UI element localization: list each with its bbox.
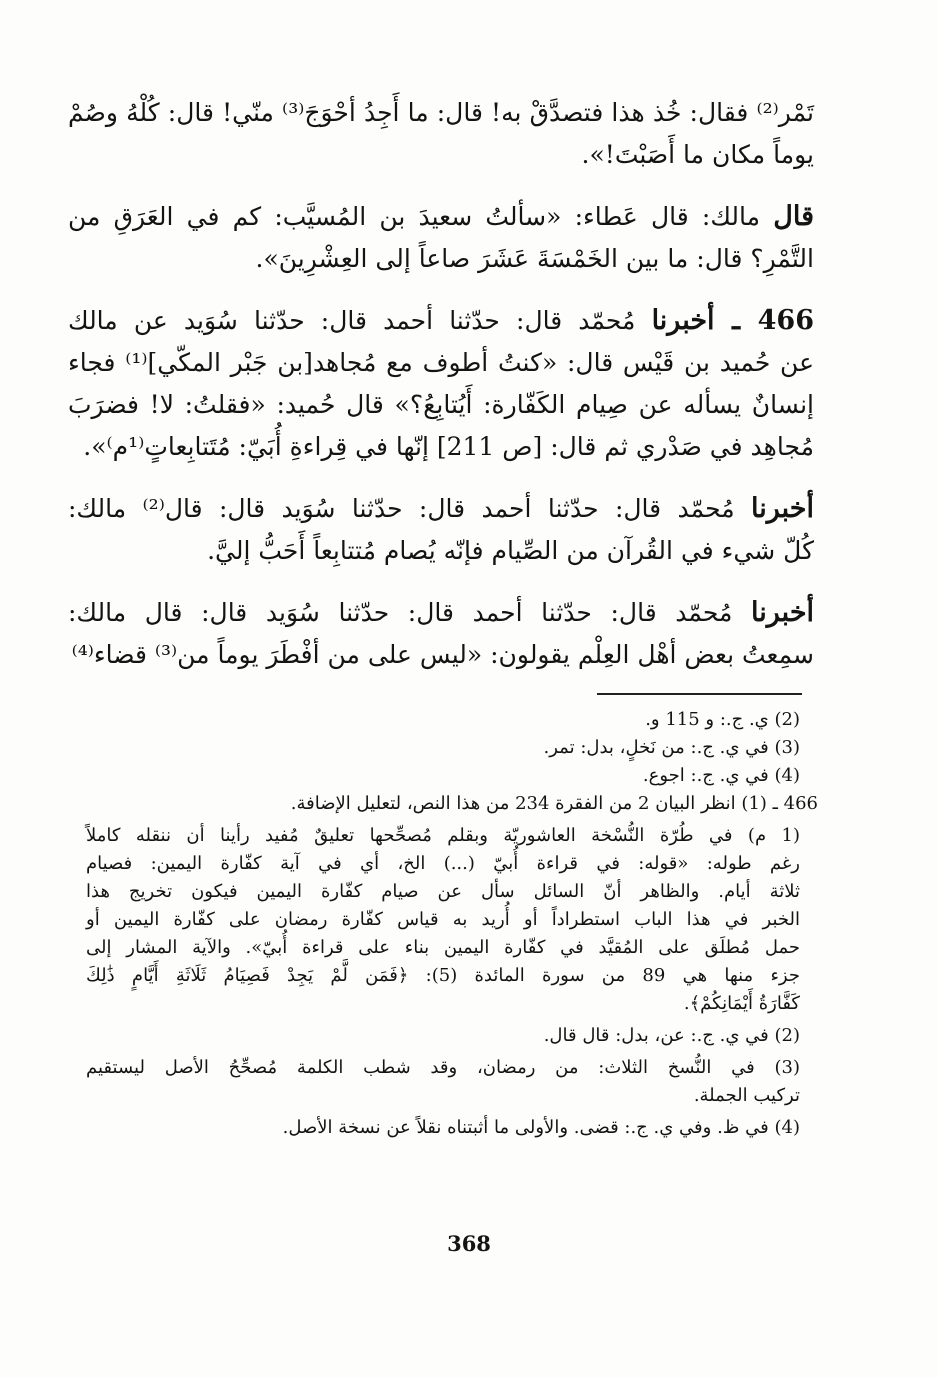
footnote-line: رغم طوله: «قوله: في قراءة أُبيّ (...) الخ، أي في آية كفّارة اليمين: فصيام: [86, 853, 800, 874]
text-line: مُجاهِد في صَدْري ثم قال: [ص 211] إنّها في قِراءةِ أُبَيّ: مُتَتابِعاتٍ⁽¹م⁾».: [83, 432, 814, 461]
footnote-line: حمل مُطلَق على المُقيَّد في كفّارة اليمين بناء على قراءة أُبيّ». والآية المشار إلى: [86, 937, 800, 958]
text-span: مُحمّد قال: حدّثنا أحمد قال: حدّثنا سُوَيد عن مالك: [68, 306, 636, 335]
footnote: (4) في ي. ج.: اجوع.: [642, 765, 800, 786]
paragraph-2: [68, 196, 814, 280]
footnote-line: الخبر في هذا الباب استطراداً أو أُريد به قياس كفّارة رمضان على كفّارة اليمين أو: [86, 909, 800, 930]
page-number: 368: [447, 1231, 491, 1256]
paragraph-lead: قال: [773, 201, 815, 232]
footnote-line: تركيب الجملة.: [693, 1085, 800, 1106]
footnote: (3) في ي. ج.: من نَخلٍ، بدل: تمر.: [543, 737, 800, 758]
text-line: [68, 592, 814, 634]
footnote: (2) في ي. ج.: عن، بدل: قال قال.: [543, 1025, 800, 1046]
text-line: تَمْر⁽²⁾ فقال: خُذ هذا فتصدَّقْ به! قال: ما أَجِدُ أحْوَجَ⁽³⁾ منّي! قال: كُلْهُ وصُمْ: [68, 98, 815, 127]
footnote-separator: [597, 693, 802, 695]
text-line: إنسانٌ يسأله عن صِيام الكَفّارة: أَيُتابِعُ؟» قال حُميد: «فقلتُ: لا! فضرَبَ: [68, 390, 814, 419]
footnote-line: كَفَّارَةُ أَيْمَانِكُمْ﴾.: [683, 993, 800, 1014]
text-line: سمِعتُ بعض أهْل العِلْم يقولون: «ليس على من أفْطَرَ يوماً من⁽³⁾ قضاء⁽⁴⁾: [71, 640, 814, 669]
paragraph-4: [68, 488, 814, 572]
text-line: [68, 196, 814, 238]
footnote: (2) ي. ج.: و 115 و.: [645, 709, 800, 730]
text-line: [68, 300, 814, 342]
paragraph-lead: أخبرنا: [751, 493, 814, 524]
text-line: التَّمْرِ؟ قال: ما بين الخَمْسَةَ عَشَرَ صاعاً إلى العِشْرِينَ».: [255, 244, 814, 273]
paragraph-lead: 466 ـ أخبرنا: [651, 305, 814, 336]
footnote-line: (3) في النُّسخ الثلاث: من رمضان، وقد شطب الكلمة مُصحِّحُ الأصل ليستقيم: [86, 1057, 800, 1078]
text-span: مُحمّد قال: حدّثنا أحمد قال: حدّثنا سُوَيد قال: قال مالك:: [68, 598, 733, 627]
footnote: 466 ـ (1) انظر البيان 2 من الفقرة 234 من هذا النص، لتعليل الإضافة.: [290, 793, 818, 814]
paragraph-1: [68, 92, 814, 176]
text-span: مالك: قال عَطاء: «سألتُ سعيدَ بن المُسيَّب: كم في العَرَقِ من: [68, 202, 761, 231]
footnote-line: (1 م) في طُرّة النُّسْخة العاشوريّة وبقلم مُصحِّحها تعليقٌ مُفيد رأينا أن ننقله كاملاً: [86, 825, 800, 846]
footnote-1m: [86, 822, 818, 1018]
text-span: مُحمّد قال: حدّثنا أحمد قال: حدّثنا سُوَيد قال: قال⁽²⁾ مالك:: [68, 494, 735, 523]
footnote-3: [86, 1054, 818, 1110]
text-line: [68, 488, 814, 530]
paragraph-lead: أخبرنا: [751, 597, 815, 628]
main-text: [68, 92, 814, 696]
text-line: يوماً مكان ما أَصَبْتَ!».: [581, 140, 814, 169]
footnote: (4) في ظ. وفي ي. ج.: قضى. والأولى ما أثبتناه نقلاً عن نسخة الأصل.: [282, 1117, 800, 1138]
paragraph-5: [68, 592, 814, 676]
text-line: كُلّ شيء في القُرآن من الصِّيام فإنّه يُصام مُتتابِعاً أَحَبُّ إليَّ.: [207, 536, 814, 565]
text-line: عن حُميد بن قَيْس قال: «كنتُ أطوف مع مُجاهد[بن جَبْر المكّي]⁽¹⁾ فجاء: [68, 348, 814, 377]
footnote-line: جزء منها هي 89 من سورة المائدة (5): ﴿فَمَن لَّمْ يَجِدْ فَصِيَامُ ثَلَاثَةِ أَيَّامٍ ذَٰلِكَ: [86, 965, 800, 986]
footnotes: [86, 706, 818, 1142]
footnote-line: ثلاثة أيام. والظاهر أنّ السائل سأل عن صيام كفّارة اليمين فيكون تخريج هذا: [86, 881, 800, 902]
paragraph-466: [68, 300, 814, 468]
